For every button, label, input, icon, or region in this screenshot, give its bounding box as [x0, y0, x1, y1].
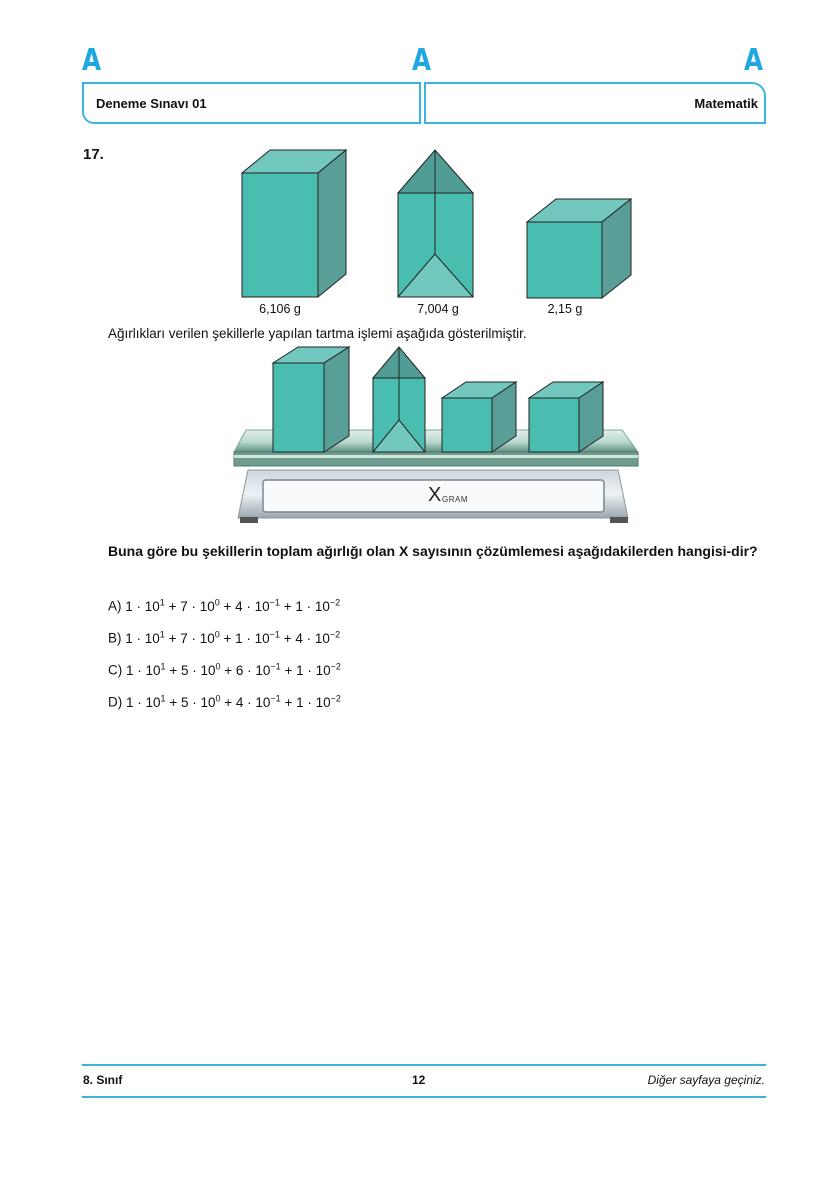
- cube-shape: [527, 199, 631, 298]
- exam-title: Deneme Sınavı 01: [96, 96, 207, 111]
- option-letter: B): [108, 630, 122, 646]
- subject-title: Matematik: [694, 96, 758, 111]
- scale-cube-1: [442, 382, 516, 452]
- scale-triangular-prism: [373, 347, 425, 452]
- footer-next-page: Diğer sayfaya geçiniz.: [647, 1073, 765, 1087]
- option-d[interactable]: [108, 693, 341, 710]
- footer-top-rule: [82, 1064, 766, 1066]
- weight-label-triangular-prism: 7,004 g: [417, 302, 459, 316]
- option-expression: $1 \cdot 10^1 + 7 \cdot 10^0 + 4 \cdot 10^{-1} + 1 \cdot 10^{-2}$: [125, 597, 341, 614]
- weight-label-cube: 2,15 g: [547, 302, 583, 316]
- shapes-figure: [0, 0, 828, 540]
- option-expression: $1 \cdot 10^1 + 5 \cdot 10^0 + 4 \cdot 10^{-1} + 1 \cdot 10^{-2}$: [126, 693, 341, 710]
- triangular-prism-shape: [398, 150, 473, 297]
- option-expression: $1 \cdot 10^1 + 5 \cdot 10^0 + 6 \cdot 10^{-1} + 1 \cdot 10^{-2}$: [126, 661, 341, 678]
- question-number: 17.: [83, 146, 104, 163]
- question-prompt: Buna göre bu şekillerin toplam ağırlığı olan X sayısının çözümlemesi aşağıdakilerden hangisi-dir?: [108, 543, 758, 559]
- option-letter: A): [108, 598, 122, 614]
- question-intro: Ağırlıkları verilen şekillerle yapılan tartma işlemi aşağıda gösterilmiştir.: [108, 326, 527, 341]
- scale-cube-2: [529, 382, 603, 452]
- option-c[interactable]: [108, 661, 341, 678]
- option-letter: D): [108, 694, 123, 710]
- tall-prism-shape: [242, 150, 346, 297]
- weight-label-tall-prism: 6,106 g: [259, 302, 301, 316]
- booklet-letter-left: A: [82, 43, 102, 78]
- scale-display-unit: GRAM: [442, 495, 468, 504]
- scale-display-value: X: [428, 484, 442, 506]
- footer-bottom-rule: [82, 1096, 766, 1098]
- option-letter: C): [108, 662, 123, 678]
- footer-page-number: 12: [412, 1073, 426, 1087]
- option-expression: $1 \cdot 10^1 + 7 \cdot 10^0 + 1 \cdot 10^{-1} + 4 \cdot 10^{-2}$: [125, 629, 341, 646]
- option-a[interactable]: [108, 597, 340, 614]
- scale-tall-prism: [273, 347, 349, 452]
- booklet-letter-right: A: [744, 43, 764, 78]
- booklet-letter-center: A: [412, 43, 432, 78]
- option-b[interactable]: [108, 629, 340, 646]
- footer-grade: 8. Sınıf: [83, 1073, 123, 1087]
